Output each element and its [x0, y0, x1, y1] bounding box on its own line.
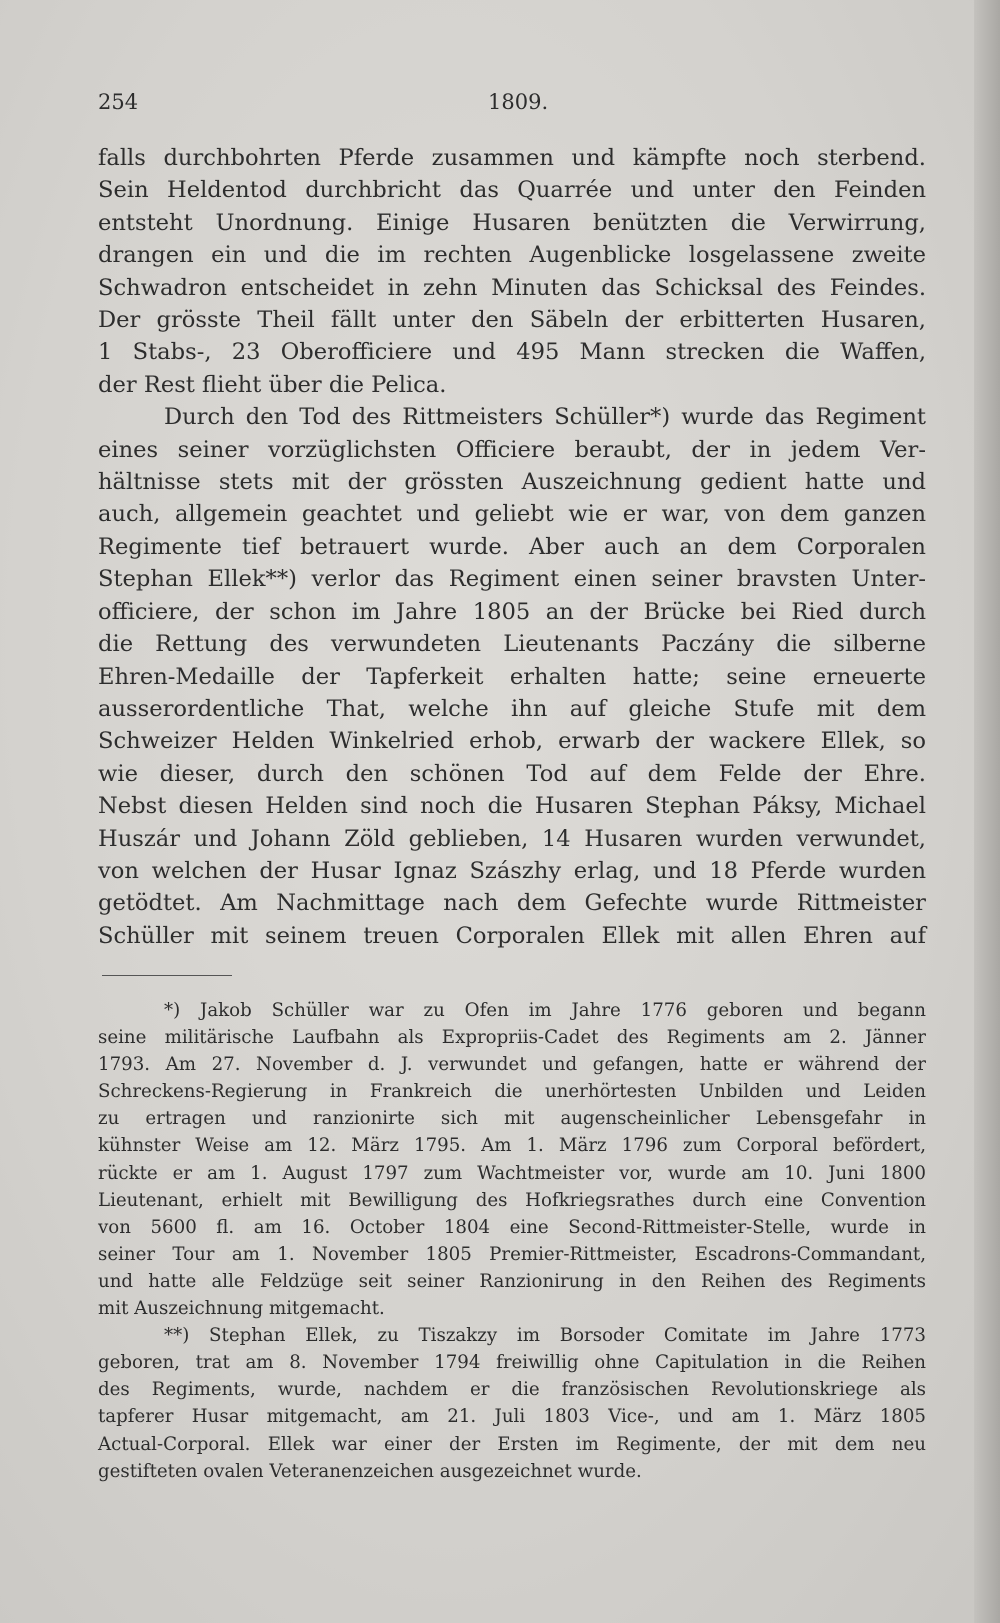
- footnote-line: rückte er am 1. August 1797 zum Wachtmeister vor, wurde am 10. Juni 1800: [98, 1162, 926, 1184]
- body-line: eines seiner vorzüglichsten Officiere beraubt, der in jedem Ver-: [98, 436, 926, 463]
- footnotes: [98, 997, 926, 1485]
- footnote-line: mit Auszeichnung mitgemacht.: [98, 1298, 385, 1320]
- footnote-line: zu ertragen und ranzionirte sich mit augenscheinlicher Lebensgefahr in: [98, 1108, 926, 1130]
- body-line: entsteht Unordnung. Einige Husaren benützten die Verwirrung,: [98, 209, 926, 236]
- footnote-line: 1793. Am 27. November d. J. verwundet und gefangen, hatte er während der: [98, 1054, 926, 1076]
- footnote-line: von 5600 fl. am 16. October 1804 eine Second-Rittmeister-Stelle, wurde in: [98, 1216, 926, 1238]
- footnote-line: seine militärische Laufbahn als Expropriis-Cadet des Regiments am 2. Jänner: [98, 1027, 926, 1049]
- body-line: Huszár und Johann Zöld geblieben, 14 Husaren wurden verwundet,: [98, 825, 926, 852]
- page-header: [98, 86, 926, 126]
- footnote-line: **) Stephan Ellek, zu Tiszakzy im Borsoder Comitate im Jahre 1773: [164, 1325, 926, 1347]
- body-line: Schweizer Helden Winkelried erhob, erwarb der wackere Ellek, so: [98, 728, 926, 755]
- page-number: 254: [98, 90, 139, 114]
- page-gutter-shadow: [974, 0, 1000, 1623]
- body-line: 1 Stabs-, 23 Oberofficiere und 495 Mann strecken die Waffen,: [98, 339, 926, 366]
- body-line: drangen ein und die im rechten Augenblicke losgelassene zweite: [98, 242, 926, 269]
- body-line: Der grösste Theil fällt unter den Säbeln der erbitterten Husaren,: [98, 307, 926, 334]
- running-head-year: 1809.: [488, 90, 549, 114]
- body-line: Durch den Tod des Rittmeisters Schüller*) wurde das Regiment: [164, 404, 926, 431]
- body-line: Stephan Ellek**) verlor das Regiment einen seiner bravsten Unter-: [98, 566, 926, 593]
- body-line: hältnisse stets mit der grössten Auszeichnung gedient hatte und: [98, 469, 926, 496]
- body-line: wie dieser, durch den schönen Tod auf dem Felde der Ehre.: [98, 760, 926, 787]
- footnote-line: Schreckens-Regierung in Frankreich die unerhörtesten Unbilden und Leiden: [98, 1081, 926, 1103]
- body-line: Schüller mit seinem treuen Corporalen Ellek mit allen Ehren auf: [98, 922, 926, 949]
- body-line: falls durchbohrten Pferde zusammen und kämpfte noch sterbend.: [98, 145, 926, 171]
- body-line: Schwadron entscheidet in zehn Minuten das Schicksal des Feindes.: [98, 274, 926, 301]
- footnote-line: und hatte alle Feldzüge seit seiner Ranzionirung in den Reihen des Regiments: [98, 1270, 926, 1292]
- body-line: von welchen der Husar Ignaz Szászhy erlag, und 18 Pferde wurden: [98, 857, 926, 884]
- footnote-line: seiner Tour am 1. November 1805 Premier-Rittmeister, Escadrons-Commandant,: [98, 1243, 926, 1265]
- footnote-divider: [102, 975, 232, 976]
- footnote-line: Actual-Corporal. Ellek war einer der Ersten im Regimente, der mit dem neu: [98, 1433, 926, 1455]
- body-line: die Rettung des verwundeten Lieutenants Paczány die silberne: [98, 631, 926, 658]
- body-line: auch, allgemein geachtet und geliebt wie er war, von dem ganzen: [98, 501, 926, 528]
- body-line: Ehren-Medaille der Tapferkeit erhalten hatte; seine erneuerte: [98, 663, 926, 690]
- body-line: getödtet. Am Nachmittage nach dem Gefechte wurde Rittmeister: [98, 890, 926, 917]
- footnote-line: *) Jakob Schüller war zu Ofen im Jahre 1776 geboren und begann: [164, 1000, 926, 1021]
- body-line: officiere, der schon im Jahre 1805 an der Brücke bei Ried durch: [98, 598, 926, 625]
- body-text: [98, 142, 926, 952]
- body-line: der Rest flieht über die Pelica.: [98, 371, 447, 398]
- footnote-line: geboren, trat am 8. November 1794 freiwillig ohne Capitulation in die Reihen: [98, 1352, 926, 1374]
- footnote-line: gestifteten ovalen Veteranenzeichen ausgezeichnet wurde.: [98, 1460, 642, 1482]
- body-line: Nebst diesen Helden sind noch die Husaren Stephan Páksy, Michael: [98, 793, 926, 820]
- footnote-line: tapferer Husar mitgemacht, am 21. Juli 1803 Vice-, und am 1. März 1805: [98, 1406, 926, 1428]
- body-line: Sein Heldentod durchbricht das Quarrée und unter den Feinden: [98, 177, 926, 204]
- footnote-line: des Regiments, wurde, nachdem er die französischen Revolutionskriege als: [98, 1379, 926, 1401]
- footnote-line: Lieutenant, erhielt mit Bewilligung des Hofkriegsrathes durch eine Convention: [98, 1189, 926, 1211]
- footnote-line: kühnster Weise am 12. März 1795. Am 1. März 1796 zum Corporal befördert,: [98, 1135, 926, 1157]
- body-line: ausserordentliche That, welche ihn auf gleiche Stufe mit dem: [98, 695, 926, 722]
- body-line: Regimente tief betrauert wurde. Aber auch an dem Corporalen: [98, 533, 926, 560]
